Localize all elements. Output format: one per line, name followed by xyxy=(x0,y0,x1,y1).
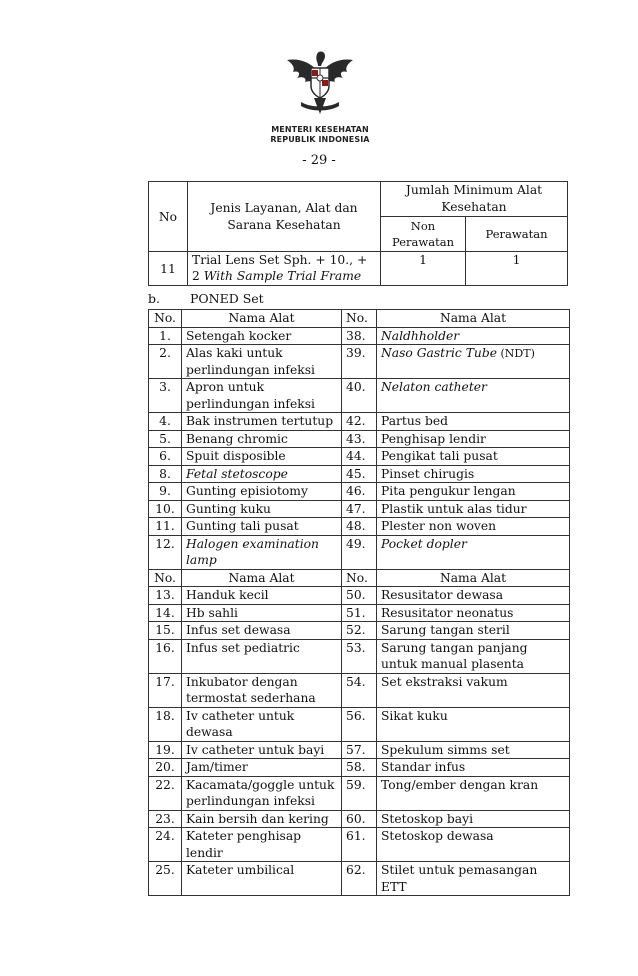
item-name-left: Alas kaki untuk perlindungan infeksi xyxy=(182,345,342,379)
item-number-left: 6. xyxy=(149,448,182,466)
item-name-right xyxy=(377,327,570,345)
item-number-right: 45. xyxy=(342,465,377,483)
item-name-right xyxy=(377,673,570,707)
item-name-right xyxy=(377,483,570,501)
table-row xyxy=(149,622,570,640)
section-letter: b. xyxy=(148,291,160,306)
item-name-right-text: Stetoskop bayi xyxy=(381,811,474,826)
item-name-left: Apron untuk perlindungan infeksi xyxy=(182,379,342,413)
row-name xyxy=(188,252,381,286)
item-name-right xyxy=(377,518,570,536)
header-no: No. xyxy=(149,569,182,587)
row-non-care-count: 1 xyxy=(381,252,466,286)
item-name-left: Halogen examination lamp xyxy=(182,535,342,569)
item-number-left: 3. xyxy=(149,379,182,413)
item-number-left: 17. xyxy=(149,673,182,707)
section-title: PONED Set xyxy=(189,291,264,306)
item-number-right: 54. xyxy=(342,673,377,707)
item-number-left: 4. xyxy=(149,413,182,431)
header-no: No. xyxy=(149,310,182,328)
item-number-left: 18. xyxy=(149,707,182,741)
item-name-right-text: Spekulum simms set xyxy=(381,742,510,757)
table-row xyxy=(149,483,570,501)
table-row xyxy=(149,327,570,345)
table-row xyxy=(149,518,570,536)
item-number-right: 58. xyxy=(342,759,377,777)
table-row xyxy=(149,862,570,896)
ministry-line-1: MENTERI KESEHATAN xyxy=(271,125,369,134)
item-number-left: 8. xyxy=(149,465,182,483)
item-number-left: 22. xyxy=(149,776,182,810)
page-number: - 29 - xyxy=(302,153,336,168)
item-number-right: 57. xyxy=(342,741,377,759)
table-header-row xyxy=(149,310,570,328)
item-number-left: 13. xyxy=(149,587,182,605)
item-number-left: 23. xyxy=(149,810,182,828)
item-name-left: Kateter umbilical xyxy=(182,862,342,896)
item-name-right xyxy=(377,448,570,466)
ministry-name xyxy=(250,125,390,145)
item-name-right xyxy=(377,500,570,518)
item-number-left: 5. xyxy=(149,430,182,448)
item-name-left: Kacamata/goggle untuk perlindungan infeksi xyxy=(182,776,342,810)
item-name-right xyxy=(377,862,570,896)
item-name-right-text: Penghisap lendir xyxy=(381,431,486,446)
table-row xyxy=(149,759,570,777)
header-no: No xyxy=(149,182,188,252)
item-name-right xyxy=(377,430,570,448)
item-number-right: 53. xyxy=(342,639,377,673)
table-row xyxy=(149,639,570,673)
item-number-right: 39. xyxy=(342,345,377,379)
item-number-right: 52. xyxy=(342,622,377,640)
item-name-right-text: Sarung tangan steril xyxy=(381,623,510,637)
item-name-right xyxy=(377,741,570,759)
header-name: Nama Alat xyxy=(182,310,342,328)
table-row xyxy=(149,741,570,759)
item-number-right: 61. xyxy=(342,828,377,862)
item-name-right-text: Resusitator dewasa xyxy=(381,588,504,602)
item-name-left: Infus set dewasa xyxy=(182,622,342,640)
item-number-right: 47. xyxy=(342,500,377,518)
item-number-left: 25. xyxy=(149,862,182,896)
item-name-right xyxy=(377,587,570,605)
row-care-count: 1 xyxy=(466,252,568,286)
item-name-right-text: Set ekstraksi vakum xyxy=(381,674,508,689)
poned-equipment-table xyxy=(148,309,570,896)
item-name-right xyxy=(377,465,570,483)
item-number-right: 40. xyxy=(342,379,377,413)
item-name-right-text: Sarung tangan panjang untuk manual plasenta xyxy=(381,640,528,671)
header-no: No. xyxy=(342,569,377,587)
item-name-right-text: Naso Gastric Tube xyxy=(381,346,497,360)
table-row xyxy=(149,535,570,569)
item-name-right-text: Partus bed xyxy=(381,414,449,428)
row-name-italic: With Sample Trial Frame xyxy=(203,269,362,283)
item-name-right-text: Pocket dopler xyxy=(381,536,467,551)
table-row xyxy=(149,707,570,741)
item-name-left: Kain bersih dan kering xyxy=(182,810,342,828)
item-name-right-text: Sikat kuku xyxy=(381,708,448,723)
item-number-right: 56. xyxy=(342,707,377,741)
table-row xyxy=(149,465,570,483)
item-name-right xyxy=(377,535,570,569)
item-name-right xyxy=(377,413,570,431)
item-name-right-text: Stetoskop dewasa xyxy=(381,829,494,843)
table-row xyxy=(149,413,570,431)
table-row xyxy=(149,379,570,413)
table-row xyxy=(149,776,570,810)
table-row xyxy=(149,500,570,518)
table-row xyxy=(149,448,570,466)
item-name-left: Fetal stetoscope xyxy=(182,465,342,483)
item-name-right-text: Naldhholder xyxy=(381,328,460,343)
table-row xyxy=(149,587,570,605)
table-row xyxy=(149,828,570,862)
item-name-left: Inkubator dengan termostat sederhana xyxy=(182,673,342,707)
item-number-right: 43. xyxy=(342,430,377,448)
item-name-left: Iv catheter untuk bayi xyxy=(182,741,342,759)
item-number-left: 2. xyxy=(149,345,182,379)
item-number-left: 11. xyxy=(149,518,182,536)
item-name-left: Gunting kuku xyxy=(182,500,342,518)
table-row xyxy=(149,810,570,828)
item-name-right xyxy=(377,622,570,640)
item-name-right-text: Plester non woven xyxy=(381,519,497,533)
item-number-left: 24. xyxy=(149,828,182,862)
item-number-left: 19. xyxy=(149,741,182,759)
item-name-right-text: Resusitator neonatus xyxy=(381,605,514,620)
item-name-right-text: Standar infus xyxy=(381,760,466,774)
item-name-right xyxy=(377,604,570,622)
item-number-left: 20. xyxy=(149,759,182,777)
section-label xyxy=(148,291,264,306)
item-number-left: 15. xyxy=(149,622,182,640)
item-name-right-text: Pita pengukur lengan xyxy=(381,484,516,498)
item-number-left: 10. xyxy=(149,500,182,518)
item-name-left: Infus set pediatric xyxy=(182,639,342,673)
item-number-right: 60. xyxy=(342,810,377,828)
table-row xyxy=(149,345,570,379)
item-name-left: Handuk kecil xyxy=(182,587,342,605)
header-non-care: Non Perawatan xyxy=(381,217,466,252)
item-name-left: Hb sahli xyxy=(182,604,342,622)
item-name-right-text: Plastik untuk alas tidur xyxy=(381,501,527,516)
item-name-left: Kateter penghisap lendir xyxy=(182,828,342,862)
table-row xyxy=(149,604,570,622)
item-number-right: 48. xyxy=(342,518,377,536)
item-name-left: Gunting episiotomy xyxy=(182,483,342,501)
item-number-right: 62. xyxy=(342,862,377,896)
item-name-left: Bak instrumen tertutup xyxy=(182,413,342,431)
item-number-left: 16. xyxy=(149,639,182,673)
item-name-right xyxy=(377,639,570,673)
item-name-right xyxy=(377,379,570,413)
item-name-left: Jam/timer xyxy=(182,759,342,777)
item-name-left: Setengah kocker xyxy=(182,327,342,345)
equipment-summary-table xyxy=(148,181,568,286)
header-minimum-count: Jumlah Minimum Alat Kesehatan xyxy=(381,182,568,217)
item-name-right-text: Pengikat tali pusat xyxy=(381,449,498,463)
item-name-right-text: Stilet untuk pemasangan ETT xyxy=(381,863,538,894)
row-name-plain: Trial Lens Set Sph. + 10., + 2 xyxy=(192,253,368,283)
item-name-right-text: Pinset chirugis xyxy=(381,466,475,481)
item-number-left: 12. xyxy=(149,535,182,569)
item-number-right: 51. xyxy=(342,604,377,622)
row-no: 11 xyxy=(149,252,188,286)
item-number-right: 44. xyxy=(342,448,377,466)
item-name-right-text: Nelaton catheter xyxy=(381,380,487,394)
item-name-right xyxy=(377,759,570,777)
item-number-right: 42. xyxy=(342,413,377,431)
table-row xyxy=(149,673,570,707)
ministry-line-2: REPUBLIK INDONESIA xyxy=(270,135,370,144)
item-name-right-text: Tong/ember dengan kran xyxy=(381,777,539,792)
item-number-right: 50. xyxy=(342,587,377,605)
item-number-left: 9. xyxy=(149,483,182,501)
item-number-right: 49. xyxy=(342,535,377,569)
header-no: No. xyxy=(342,310,377,328)
table-row xyxy=(149,430,570,448)
garuda-emblem-icon xyxy=(281,48,359,118)
item-name-right xyxy=(377,776,570,810)
item-number-left: 14. xyxy=(149,604,182,622)
item-name-right-suffix: (NDT) xyxy=(497,347,535,360)
header-service: Jenis Layanan, Alat dan Sarana Kesehatan xyxy=(188,182,381,252)
table-header-row xyxy=(149,569,570,587)
item-name-left: Benang chromic xyxy=(182,430,342,448)
item-number-right: 38. xyxy=(342,327,377,345)
item-name-right xyxy=(377,810,570,828)
header-care: Perawatan xyxy=(466,217,568,252)
header-name: Nama Alat xyxy=(377,569,570,587)
item-name-left: Spuit disposible xyxy=(182,448,342,466)
poned-table-body xyxy=(149,310,570,896)
item-number-right: 46. xyxy=(342,483,377,501)
item-number-right: 59. xyxy=(342,776,377,810)
item-name-right xyxy=(377,707,570,741)
item-name-left: Gunting tali pusat xyxy=(182,518,342,536)
item-number-left: 1. xyxy=(149,327,182,345)
header-name: Nama Alat xyxy=(377,310,570,328)
header-name: Nama Alat xyxy=(182,569,342,587)
item-name-left: Iv catheter untuk dewasa xyxy=(182,707,342,741)
item-name-right xyxy=(377,828,570,862)
item-name-right xyxy=(377,345,570,379)
